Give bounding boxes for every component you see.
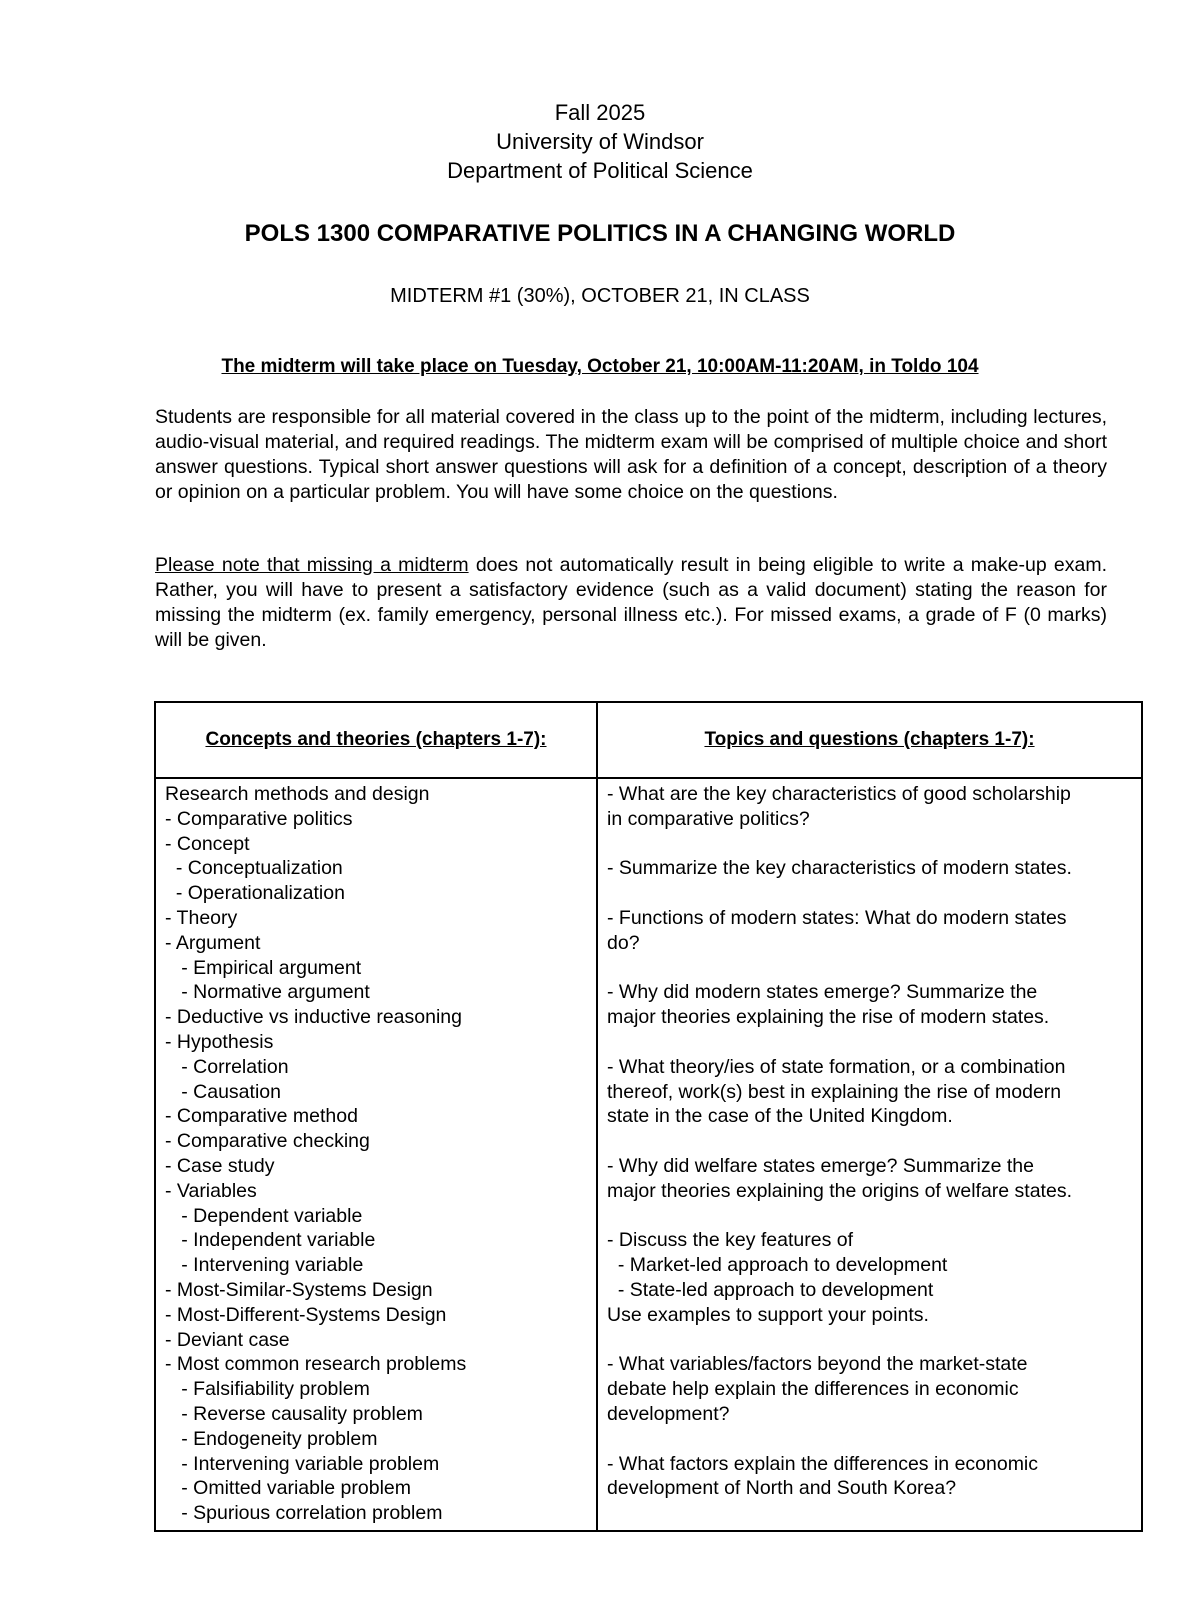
schedule-notice: The midterm will take place on Tuesday, October 21, 10:00AM-11:20AM, in Toldo 104 <box>221 356 979 377</box>
question-line: Use examples to support your points. <box>607 1303 929 1326</box>
concept-item: - Correlation <box>165 1055 289 1078</box>
questions-header: Topics and questions (chapters 1-7): <box>597 702 1142 778</box>
questions-cell <box>597 778 1142 1531</box>
concept-item: - Conceptualization <box>165 857 343 880</box>
concept-item: - Dependent variable <box>165 1204 363 1227</box>
concept-item: - Operationalization <box>165 882 345 905</box>
question-line: - What variables/factors beyond the market-state <box>607 1353 1028 1376</box>
question-item <box>607 1228 1132 1327</box>
question-line: development? <box>607 1402 730 1425</box>
concept-item: - Argument <box>165 931 261 954</box>
concept-item: - Concept <box>165 832 250 855</box>
question-item <box>607 1352 1132 1426</box>
concept-item: - Theory <box>165 906 238 929</box>
question-spacer <box>607 1129 1132 1154</box>
concept-item: Research methods and design <box>165 783 430 805</box>
question-line: - What theory/ies of state formation, or a combination <box>607 1055 1066 1078</box>
question-spacer <box>607 1204 1132 1229</box>
table-header-row <box>155 702 1142 778</box>
question-spacer <box>607 881 1132 906</box>
concept-item: - Most-Similar-Systems Design <box>165 1278 433 1301</box>
concept-item: - Comparative politics <box>165 807 353 830</box>
question-item <box>607 856 1132 881</box>
missed-midterm-text: does not automatically result in being eligible to write a make-up exam. Rather, you will have to present a satisfactory evidence (such as a valid document) stating the reason for missing the midterm (ex. family emergency, personal illness etc.). For missed exams, a grade of F (0 marks) will be given. <box>155 554 1107 651</box>
concept-item: - Intervening variable <box>165 1254 364 1277</box>
question-item <box>607 1154 1132 1204</box>
question-spacer <box>607 1030 1132 1055</box>
concept-item: - Endogeneity problem <box>165 1427 378 1450</box>
concept-item: - Falsifiability problem <box>165 1378 370 1401</box>
question-line: do? <box>607 931 640 954</box>
question-line: major theories explaining the origins of welfare states. <box>607 1179 1072 1202</box>
table-body-row <box>155 778 1142 1531</box>
university-heading: University of Windsor <box>496 129 704 154</box>
missed-midterm-paragraph <box>155 553 1107 653</box>
question-line: major theories explaining the rise of modern states. <box>607 1006 1050 1029</box>
question-line: - What factors explain the differences in economic <box>607 1452 1039 1475</box>
course-title: POLS 1300 COMPARATIVE POLITICS IN A CHANGING WORLD <box>244 220 956 247</box>
question-item <box>607 1055 1132 1129</box>
concepts-header: Concepts and theories (chapters 1-7): <box>155 702 597 778</box>
question-item <box>607 782 1132 832</box>
question-line: - What are the key characteristics of good scholarship <box>607 783 1071 805</box>
question-line: development of North and South Korea? <box>607 1477 957 1500</box>
question-line: - Why did modern states emerge? Summarize the <box>607 981 1038 1004</box>
concept-item: - Intervening variable problem <box>165 1452 440 1475</box>
concept-item: - Most-Different-Systems Design <box>165 1303 447 1326</box>
question-line: - Functions of modern states: What do modern states <box>607 906 1067 929</box>
concepts-cell <box>155 778 597 1531</box>
missed-midterm-underlined-text: Please note that missing a midterm <box>155 554 469 576</box>
concept-item: - Spurious correlation problem <box>165 1502 443 1525</box>
responsibility-paragraph: Students are responsible for all material covered in the class up to the point of the midterm, including lectures, audio-visual material, and required readings. The midterm exam will be comprised of multiple choice and short answer questions. Typical short answer questions will ask for a definition of a concept, description of a theory or opinion on a particular problem. You will have some choice on the questions. <box>155 406 1107 503</box>
question-line: - Discuss the key features of <box>607 1229 854 1252</box>
term-heading: Fall 2025 <box>554 100 646 125</box>
concept-item: - Causation <box>165 1080 281 1103</box>
question-item <box>607 980 1132 1030</box>
questions-list <box>598 779 1141 1530</box>
question-line: in comparative politics? <box>607 807 810 830</box>
concept-item: - Empirical argument <box>165 956 362 979</box>
question-line: - Market-led approach to development <box>607 1254 948 1277</box>
concept-item: - Case study <box>165 1154 275 1177</box>
concept-item: - Most common research problems <box>165 1353 467 1376</box>
question-spacer <box>607 832 1132 857</box>
concept-item: - Deviant case <box>165 1328 290 1351</box>
question-item <box>607 906 1132 956</box>
question-spacer <box>607 1328 1132 1353</box>
concept-item: - Comparative method <box>165 1105 358 1128</box>
concepts-list <box>156 779 596 1530</box>
question-line: - Summarize the key characteristics of modern states. <box>607 857 1072 880</box>
concept-item: - Omitted variable problem <box>165 1477 412 1500</box>
midterm-heading: MIDTERM #1 (30%), OCTOBER 21, IN CLASS <box>390 285 810 307</box>
concept-item: - Reverse causality problem <box>165 1402 423 1425</box>
topics-table <box>154 701 1143 1532</box>
question-spacer <box>607 1427 1132 1452</box>
concept-item: - Normative argument <box>165 981 370 1004</box>
question-line: state in the case of the United Kingdom. <box>607 1105 953 1128</box>
concept-item: - Comparative checking <box>165 1130 370 1153</box>
question-line: - Why did welfare states emerge? Summarize the <box>607 1154 1035 1177</box>
concept-item: - Independent variable <box>165 1229 376 1252</box>
concept-item: - Hypothesis <box>165 1030 274 1053</box>
department-heading: Department of Political Science <box>447 158 753 183</box>
question-item <box>607 1452 1132 1502</box>
concept-item: - Deductive vs inductive reasoning <box>165 1006 462 1029</box>
concept-item: - Variables <box>165 1179 257 1202</box>
question-line: thereof, work(s) best in explaining the rise of modern <box>607 1080 1062 1103</box>
question-line: - State-led approach to development <box>607 1278 934 1301</box>
question-spacer <box>607 956 1132 981</box>
question-line: debate help explain the differences in economic <box>607 1378 1019 1401</box>
